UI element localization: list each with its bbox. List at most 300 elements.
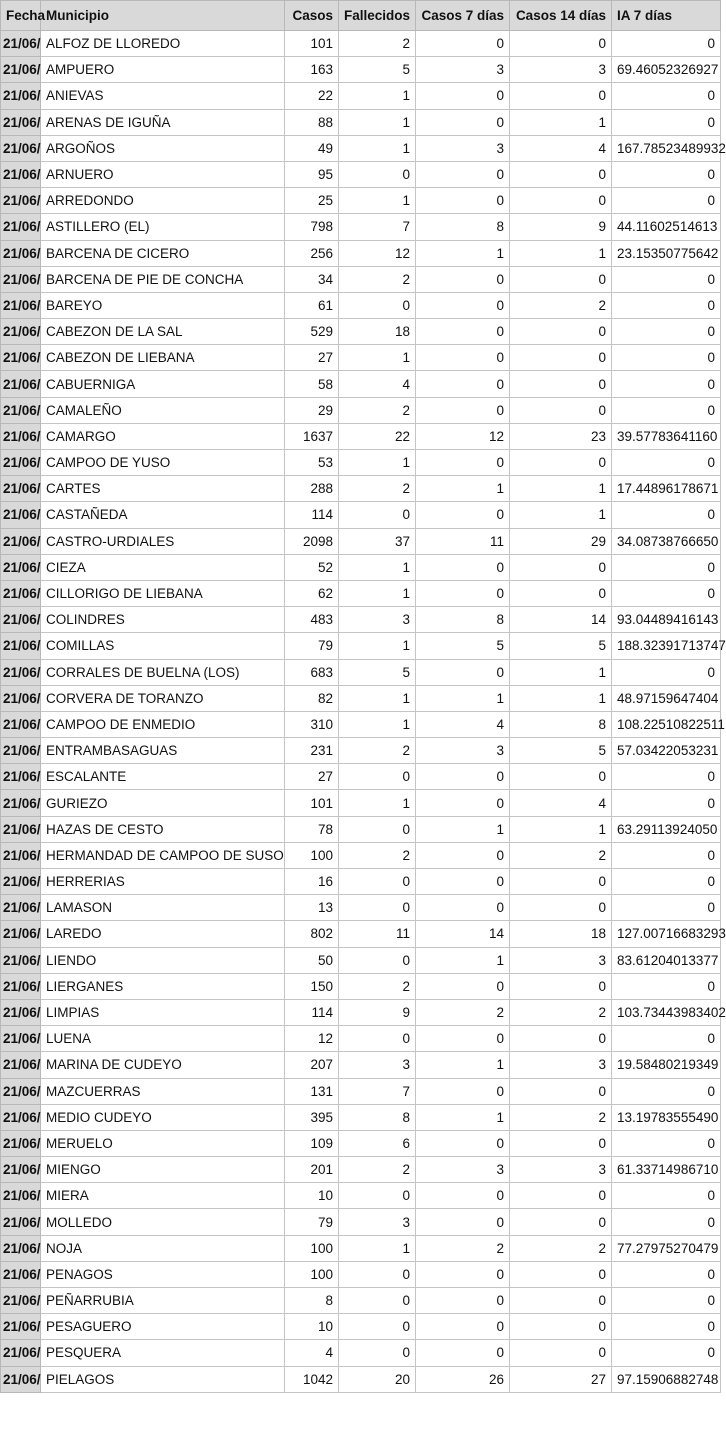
cell-casos-7-dias[interactable]: 0 [416,109,510,135]
cell-ia-7-dias[interactable]: 0 [612,109,721,135]
cell-fecha[interactable]: 21/06/ [1,1235,41,1261]
cell-casos-14-dias[interactable]: 0 [510,161,612,187]
cell-ia-7-dias[interactable]: 0 [612,554,721,580]
cell-casos-7-dias[interactable]: 0 [416,502,510,528]
cell-ia-7-dias[interactable]: 0 [612,292,721,318]
cell-casos-7-dias[interactable]: 3 [416,1157,510,1183]
cell-casos-7-dias[interactable]: 0 [416,659,510,685]
cell-casos-7-dias[interactable]: 8 [416,607,510,633]
cell-fallecidos[interactable]: 3 [339,1209,416,1235]
cell-casos[interactable]: 62 [285,580,339,606]
cell-ia-7-dias[interactable]: 13.19783555490 [612,1104,721,1130]
cell-casos-7-dias[interactable]: 0 [416,895,510,921]
cell-ia-7-dias[interactable]: 0 [612,1314,721,1340]
cell-casos-7-dias[interactable]: 0 [416,188,510,214]
cell-fallecidos[interactable]: 7 [339,214,416,240]
cell-ia-7-dias[interactable]: 0 [612,659,721,685]
header-fecha[interactable]: Fecha [1,1,41,31]
cell-casos-14-dias[interactable]: 14 [510,607,612,633]
cell-municipio[interactable]: PESAGUERO [41,1314,285,1340]
cell-fecha[interactable]: 21/06/ [1,1026,41,1052]
cell-fallecidos[interactable]: 1 [339,109,416,135]
cell-municipio[interactable]: LIERGANES [41,973,285,999]
cell-casos[interactable]: 529 [285,319,339,345]
cell-casos-14-dias[interactable]: 1 [510,816,612,842]
cell-fecha[interactable]: 21/06/ [1,999,41,1025]
cell-municipio[interactable]: CABUERNIGA [41,371,285,397]
cell-municipio[interactable]: CIEZA [41,554,285,580]
cell-casos[interactable]: 131 [285,1078,339,1104]
cell-municipio[interactable]: NOJA [41,1235,285,1261]
cell-casos[interactable]: 1637 [285,423,339,449]
cell-municipio[interactable]: CAMARGO [41,423,285,449]
cell-casos[interactable]: 10 [285,1183,339,1209]
cell-fecha[interactable]: 21/06/ [1,1340,41,1366]
cell-fallecidos[interactable]: 8 [339,1104,416,1130]
cell-municipio[interactable]: LAREDO [41,921,285,947]
cell-fecha[interactable]: 21/06/ [1,135,41,161]
header-fallecidos[interactable]: Fallecidos [339,1,416,31]
cell-casos-7-dias[interactable]: 1 [416,685,510,711]
cell-fallecidos[interactable]: 1 [339,790,416,816]
cell-municipio[interactable]: GURIEZO [41,790,285,816]
header-municipio[interactable]: Municipio [41,1,285,31]
cell-casos-7-dias[interactable]: 3 [416,738,510,764]
cell-casos[interactable]: 95 [285,161,339,187]
cell-ia-7-dias[interactable]: 0 [612,1261,721,1287]
cell-municipio[interactable]: ARNUERO [41,161,285,187]
cell-ia-7-dias[interactable]: 97.15906882748 [612,1366,721,1392]
cell-casos-14-dias[interactable]: 1 [510,685,612,711]
cell-casos[interactable]: 52 [285,554,339,580]
cell-casos-7-dias[interactable]: 5 [416,633,510,659]
cell-casos-14-dias[interactable]: 1 [510,659,612,685]
cell-fecha[interactable]: 21/06/ [1,738,41,764]
cell-municipio[interactable]: MARINA DE CUDEYO [41,1052,285,1078]
cell-ia-7-dias[interactable]: 0 [612,161,721,187]
cell-casos-7-dias[interactable]: 0 [416,161,510,187]
cell-municipio[interactable]: COMILLAS [41,633,285,659]
cell-municipio[interactable]: LIENDO [41,947,285,973]
cell-fallecidos[interactable]: 0 [339,947,416,973]
cell-fecha[interactable]: 21/06/ [1,371,41,397]
cell-casos[interactable]: 101 [285,790,339,816]
cell-casos[interactable]: 49 [285,135,339,161]
cell-casos-14-dias[interactable]: 0 [510,319,612,345]
cell-fallecidos[interactable]: 3 [339,607,416,633]
cell-municipio[interactable]: MOLLEDO [41,1209,285,1235]
cell-fecha[interactable]: 21/06/ [1,1052,41,1078]
cell-ia-7-dias[interactable]: 0 [612,842,721,868]
cell-fallecidos[interactable]: 0 [339,1340,416,1366]
cell-fallecidos[interactable]: 9 [339,999,416,1025]
cell-casos[interactable]: 13 [285,895,339,921]
cell-casos-14-dias[interactable]: 2 [510,999,612,1025]
cell-casos-14-dias[interactable]: 0 [510,580,612,606]
cell-ia-7-dias[interactable]: 44.11602514613 [612,214,721,240]
cell-casos-14-dias[interactable]: 0 [510,1078,612,1104]
cell-fecha[interactable]: 21/06/ [1,109,41,135]
cell-casos[interactable]: 114 [285,502,339,528]
cell-municipio[interactable]: CILLORIGO DE LIEBANA [41,580,285,606]
cell-ia-7-dias[interactable]: 0 [612,371,721,397]
cell-casos-7-dias[interactable]: 0 [416,1078,510,1104]
cell-casos[interactable]: 16 [285,869,339,895]
cell-casos-7-dias[interactable]: 0 [416,1130,510,1156]
cell-ia-7-dias[interactable]: 69.46052326927 [612,57,721,83]
cell-casos-14-dias[interactable]: 0 [510,1340,612,1366]
cell-fecha[interactable]: 21/06/ [1,869,41,895]
cell-casos-7-dias[interactable]: 1 [416,816,510,842]
cell-municipio[interactable]: MAZCUERRAS [41,1078,285,1104]
cell-casos-7-dias[interactable]: 0 [416,869,510,895]
cell-fecha[interactable]: 21/06/ [1,397,41,423]
cell-fecha[interactable]: 21/06/ [1,554,41,580]
cell-casos-14-dias[interactable]: 5 [510,738,612,764]
cell-casos-14-dias[interactable]: 0 [510,1314,612,1340]
cell-fecha[interactable]: 21/06/ [1,266,41,292]
cell-casos-7-dias[interactable]: 12 [416,423,510,449]
cell-casos[interactable]: 79 [285,633,339,659]
cell-casos[interactable]: 8 [285,1288,339,1314]
cell-casos-7-dias[interactable]: 11 [416,528,510,554]
cell-casos[interactable]: 100 [285,1261,339,1287]
cell-casos-14-dias[interactable]: 0 [510,973,612,999]
cell-casos[interactable]: 4 [285,1340,339,1366]
cell-municipio[interactable]: AMPUERO [41,57,285,83]
cell-casos-14-dias[interactable]: 8 [510,711,612,737]
cell-ia-7-dias[interactable]: 39.57783641160 [612,423,721,449]
cell-casos[interactable]: 798 [285,214,339,240]
cell-fallecidos[interactable]: 0 [339,1261,416,1287]
cell-casos[interactable]: 79 [285,1209,339,1235]
cell-fecha[interactable]: 21/06/ [1,842,41,868]
cell-casos-7-dias[interactable]: 0 [416,1183,510,1209]
cell-fallecidos[interactable]: 37 [339,528,416,554]
cell-fecha[interactable]: 21/06/ [1,1078,41,1104]
cell-casos[interactable]: 288 [285,476,339,502]
cell-fallecidos[interactable]: 0 [339,1026,416,1052]
cell-ia-7-dias[interactable]: 48.97159647404 [612,685,721,711]
cell-fallecidos[interactable]: 1 [339,450,416,476]
cell-casos-14-dias[interactable]: 3 [510,947,612,973]
cell-fallecidos[interactable]: 11 [339,921,416,947]
cell-fallecidos[interactable]: 1 [339,83,416,109]
cell-casos-7-dias[interactable]: 26 [416,1366,510,1392]
cell-casos-14-dias[interactable]: 29 [510,528,612,554]
cell-fallecidos[interactable]: 1 [339,1235,416,1261]
cell-fecha[interactable]: 21/06/ [1,345,41,371]
cell-fallecidos[interactable]: 0 [339,161,416,187]
cell-casos[interactable]: 34 [285,266,339,292]
cell-fecha[interactable]: 21/06/ [1,1157,41,1183]
cell-casos-14-dias[interactable]: 0 [510,1130,612,1156]
cell-casos[interactable]: 22 [285,83,339,109]
cell-fecha[interactable]: 21/06/ [1,790,41,816]
cell-fallecidos[interactable]: 0 [339,895,416,921]
cell-municipio[interactable]: MIENGO [41,1157,285,1183]
cell-municipio[interactable]: BARCENA DE PIE DE CONCHA [41,266,285,292]
cell-ia-7-dias[interactable]: 0 [612,1078,721,1104]
cell-casos-7-dias[interactable]: 0 [416,266,510,292]
cell-casos-14-dias[interactable]: 1 [510,502,612,528]
cell-municipio[interactable]: HERMANDAD DE CAMPOO DE SUSO [41,842,285,868]
cell-casos[interactable]: 109 [285,1130,339,1156]
cell-ia-7-dias[interactable]: 17.44896178671 [612,476,721,502]
cell-fallecidos[interactable]: 0 [339,764,416,790]
cell-fecha[interactable]: 21/06/ [1,607,41,633]
cell-casos-7-dias[interactable]: 0 [416,319,510,345]
cell-casos-14-dias[interactable]: 0 [510,371,612,397]
cell-casos-7-dias[interactable]: 0 [416,973,510,999]
cell-casos-14-dias[interactable]: 0 [510,554,612,580]
cell-casos-14-dias[interactable]: 0 [510,31,612,57]
cell-casos-7-dias[interactable]: 0 [416,371,510,397]
cell-casos-7-dias[interactable]: 0 [416,1314,510,1340]
cell-casos-14-dias[interactable]: 0 [510,869,612,895]
cell-municipio[interactable]: PEÑARRUBIA [41,1288,285,1314]
cell-casos-14-dias[interactable]: 0 [510,1288,612,1314]
cell-casos-7-dias[interactable]: 0 [416,580,510,606]
cell-casos-7-dias[interactable]: 0 [416,83,510,109]
cell-fecha[interactable]: 21/06/ [1,1209,41,1235]
cell-casos-14-dias[interactable]: 0 [510,83,612,109]
cell-ia-7-dias[interactable]: 0 [612,345,721,371]
cell-municipio[interactable]: CORVERA DE TORANZO [41,685,285,711]
cell-casos-14-dias[interactable]: 4 [510,790,612,816]
cell-casos-14-dias[interactable]: 3 [510,1052,612,1078]
cell-fecha[interactable]: 21/06/ [1,973,41,999]
cell-casos[interactable]: 100 [285,842,339,868]
cell-fallecidos[interactable]: 2 [339,973,416,999]
cell-fallecidos[interactable]: 2 [339,842,416,868]
cell-fecha[interactable]: 21/06/ [1,659,41,685]
cell-fallecidos[interactable]: 0 [339,1314,416,1340]
cell-casos-7-dias[interactable]: 0 [416,450,510,476]
cell-ia-7-dias[interactable]: 0 [612,1209,721,1235]
cell-casos-14-dias[interactable]: 0 [510,1209,612,1235]
cell-casos[interactable]: 50 [285,947,339,973]
cell-casos-14-dias[interactable]: 1 [510,109,612,135]
cell-fallecidos[interactable]: 2 [339,476,416,502]
cell-fecha[interactable]: 21/06/ [1,31,41,57]
cell-municipio[interactable]: CASTRO-URDIALES [41,528,285,554]
cell-casos-14-dias[interactable]: 2 [510,842,612,868]
cell-ia-7-dias[interactable]: 0 [612,1183,721,1209]
cell-casos-14-dias[interactable]: 0 [510,1261,612,1287]
cell-casos-7-dias[interactable]: 0 [416,1026,510,1052]
cell-fallecidos[interactable]: 1 [339,685,416,711]
cell-casos[interactable]: 483 [285,607,339,633]
cell-fecha[interactable]: 21/06/ [1,685,41,711]
cell-casos[interactable]: 100 [285,1235,339,1261]
cell-ia-7-dias[interactable]: 0 [612,869,721,895]
cell-casos-7-dias[interactable]: 0 [416,31,510,57]
cell-fallecidos[interactable]: 1 [339,633,416,659]
cell-casos-14-dias[interactable]: 27 [510,1366,612,1392]
header-casos-7-dias[interactable]: Casos 7 días [416,1,510,31]
cell-municipio[interactable]: PENAGOS [41,1261,285,1287]
cell-fallecidos[interactable]: 20 [339,1366,416,1392]
cell-casos-14-dias[interactable]: 2 [510,292,612,318]
cell-casos-7-dias[interactable]: 0 [416,1340,510,1366]
cell-fecha[interactable]: 21/06/ [1,816,41,842]
cell-municipio[interactable]: BAREYO [41,292,285,318]
cell-casos-7-dias[interactable]: 0 [416,842,510,868]
cell-fallecidos[interactable]: 1 [339,711,416,737]
cell-casos[interactable]: 150 [285,973,339,999]
cell-casos-7-dias[interactable]: 0 [416,790,510,816]
cell-ia-7-dias[interactable]: 0 [612,31,721,57]
cell-casos-14-dias[interactable]: 0 [510,1183,612,1209]
cell-ia-7-dias[interactable]: 93.04489416143 [612,607,721,633]
cell-fecha[interactable]: 21/06/ [1,1183,41,1209]
cell-casos[interactable]: 2098 [285,528,339,554]
cell-ia-7-dias[interactable]: 0 [612,764,721,790]
cell-casos-14-dias[interactable]: 4 [510,135,612,161]
cell-ia-7-dias[interactable]: 0 [612,502,721,528]
cell-casos-14-dias[interactable]: 2 [510,1104,612,1130]
cell-municipio[interactable]: ALFOZ DE LLOREDO [41,31,285,57]
cell-ia-7-dias[interactable]: 0 [612,1130,721,1156]
cell-casos[interactable]: 29 [285,397,339,423]
cell-ia-7-dias[interactable]: 23.15350775642 [612,240,721,266]
cell-municipio[interactable]: LUENA [41,1026,285,1052]
cell-fallecidos[interactable]: 0 [339,1288,416,1314]
cell-ia-7-dias[interactable]: 188.32391713747 [612,633,721,659]
cell-ia-7-dias[interactable]: 0 [612,580,721,606]
cell-municipio[interactable]: HERRERIAS [41,869,285,895]
cell-municipio[interactable]: ANIEVAS [41,83,285,109]
cell-casos-14-dias[interactable]: 23 [510,423,612,449]
cell-fecha[interactable]: 21/06/ [1,764,41,790]
cell-ia-7-dias[interactable]: 108.22510822511 [612,711,721,737]
cell-casos[interactable]: 1042 [285,1366,339,1392]
cell-fecha[interactable]: 21/06/ [1,1130,41,1156]
cell-fecha[interactable]: 21/06/ [1,214,41,240]
cell-municipio[interactable]: BARCENA DE CICERO [41,240,285,266]
cell-ia-7-dias[interactable]: 167.78523489932 [612,135,721,161]
cell-ia-7-dias[interactable]: 127.00716683293 [612,921,721,947]
cell-fecha[interactable]: 21/06/ [1,57,41,83]
cell-casos-14-dias[interactable]: 0 [510,397,612,423]
cell-ia-7-dias[interactable]: 0 [612,1288,721,1314]
cell-casos[interactable]: 395 [285,1104,339,1130]
cell-municipio[interactable]: CAMPOO DE ENMEDIO [41,711,285,737]
cell-casos-14-dias[interactable]: 0 [510,895,612,921]
cell-municipio[interactable]: CAMALEÑO [41,397,285,423]
cell-fallecidos[interactable]: 0 [339,816,416,842]
cell-ia-7-dias[interactable]: 0 [612,319,721,345]
cell-ia-7-dias[interactable]: 0 [612,450,721,476]
cell-casos-7-dias[interactable]: 1 [416,1104,510,1130]
cell-casos-7-dias[interactable]: 0 [416,554,510,580]
cell-ia-7-dias[interactable]: 77.27975270479 [612,1235,721,1261]
cell-fallecidos[interactable]: 2 [339,397,416,423]
cell-municipio[interactable]: CORRALES DE BUELNA (LOS) [41,659,285,685]
cell-fallecidos[interactable]: 2 [339,1157,416,1183]
cell-municipio[interactable]: ESCALANTE [41,764,285,790]
cell-fecha[interactable]: 21/06/ [1,947,41,973]
cell-municipio[interactable]: ARREDONDO [41,188,285,214]
cell-casos-7-dias[interactable]: 0 [416,397,510,423]
cell-casos[interactable]: 27 [285,764,339,790]
cell-municipio[interactable]: MEDIO CUDEYO [41,1104,285,1130]
cell-ia-7-dias[interactable]: 0 [612,188,721,214]
cell-ia-7-dias[interactable]: 0 [612,973,721,999]
header-casos[interactable]: Casos [285,1,339,31]
cell-casos-7-dias[interactable]: 14 [416,921,510,947]
cell-municipio[interactable]: CABEZON DE LIEBANA [41,345,285,371]
cell-fallecidos[interactable]: 0 [339,1183,416,1209]
cell-casos-14-dias[interactable]: 2 [510,1235,612,1261]
cell-fallecidos[interactable]: 4 [339,371,416,397]
cell-casos[interactable]: 683 [285,659,339,685]
cell-municipio[interactable]: PESQUERA [41,1340,285,1366]
cell-fecha[interactable]: 21/06/ [1,161,41,187]
cell-fallecidos[interactable]: 22 [339,423,416,449]
cell-casos[interactable]: 78 [285,816,339,842]
cell-ia-7-dias[interactable]: 0 [612,397,721,423]
cell-municipio[interactable]: LIMPIAS [41,999,285,1025]
cell-casos-14-dias[interactable]: 18 [510,921,612,947]
cell-casos[interactable]: 231 [285,738,339,764]
cell-casos[interactable]: 53 [285,450,339,476]
cell-fecha[interactable]: 21/06/ [1,1288,41,1314]
cell-fallecidos[interactable]: 5 [339,57,416,83]
cell-casos-7-dias[interactable]: 0 [416,1261,510,1287]
cell-fecha[interactable]: 21/06/ [1,188,41,214]
cell-fecha[interactable]: 21/06/ [1,502,41,528]
cell-casos-7-dias[interactable]: 0 [416,345,510,371]
cell-casos-7-dias[interactable]: 8 [416,214,510,240]
cell-municipio[interactable]: CARTES [41,476,285,502]
cell-casos-7-dias[interactable]: 1 [416,240,510,266]
cell-fallecidos[interactable]: 2 [339,31,416,57]
cell-fallecidos[interactable]: 7 [339,1078,416,1104]
cell-ia-7-dias[interactable]: 63.29113924050 [612,816,721,842]
cell-municipio[interactable]: ARGOÑOS [41,135,285,161]
cell-ia-7-dias[interactable]: 0 [612,83,721,109]
cell-casos-7-dias[interactable]: 0 [416,1209,510,1235]
cell-casos[interactable]: 88 [285,109,339,135]
cell-casos-14-dias[interactable]: 5 [510,633,612,659]
cell-casos-7-dias[interactable]: 2 [416,999,510,1025]
cell-fecha[interactable]: 21/06/ [1,1261,41,1287]
cell-fecha[interactable]: 21/06/ [1,921,41,947]
cell-casos-14-dias[interactable]: 0 [510,188,612,214]
cell-fallecidos[interactable]: 1 [339,188,416,214]
cell-municipio[interactable]: CAMPOO DE YUSO [41,450,285,476]
cell-casos[interactable]: 310 [285,711,339,737]
cell-casos[interactable]: 101 [285,31,339,57]
cell-fallecidos[interactable]: 1 [339,554,416,580]
cell-casos[interactable]: 114 [285,999,339,1025]
cell-ia-7-dias[interactable]: 0 [612,895,721,921]
cell-casos[interactable]: 201 [285,1157,339,1183]
cell-municipio[interactable]: CASTAÑEDA [41,502,285,528]
cell-fallecidos[interactable]: 0 [339,869,416,895]
cell-casos-14-dias[interactable]: 0 [510,450,612,476]
cell-casos[interactable]: 58 [285,371,339,397]
cell-casos[interactable]: 163 [285,57,339,83]
cell-fecha[interactable]: 21/06/ [1,528,41,554]
cell-municipio[interactable]: MERUELO [41,1130,285,1156]
cell-fecha[interactable]: 21/06/ [1,83,41,109]
cell-fallecidos[interactable]: 1 [339,345,416,371]
cell-fecha[interactable]: 21/06/ [1,450,41,476]
cell-casos-7-dias[interactable]: 3 [416,135,510,161]
